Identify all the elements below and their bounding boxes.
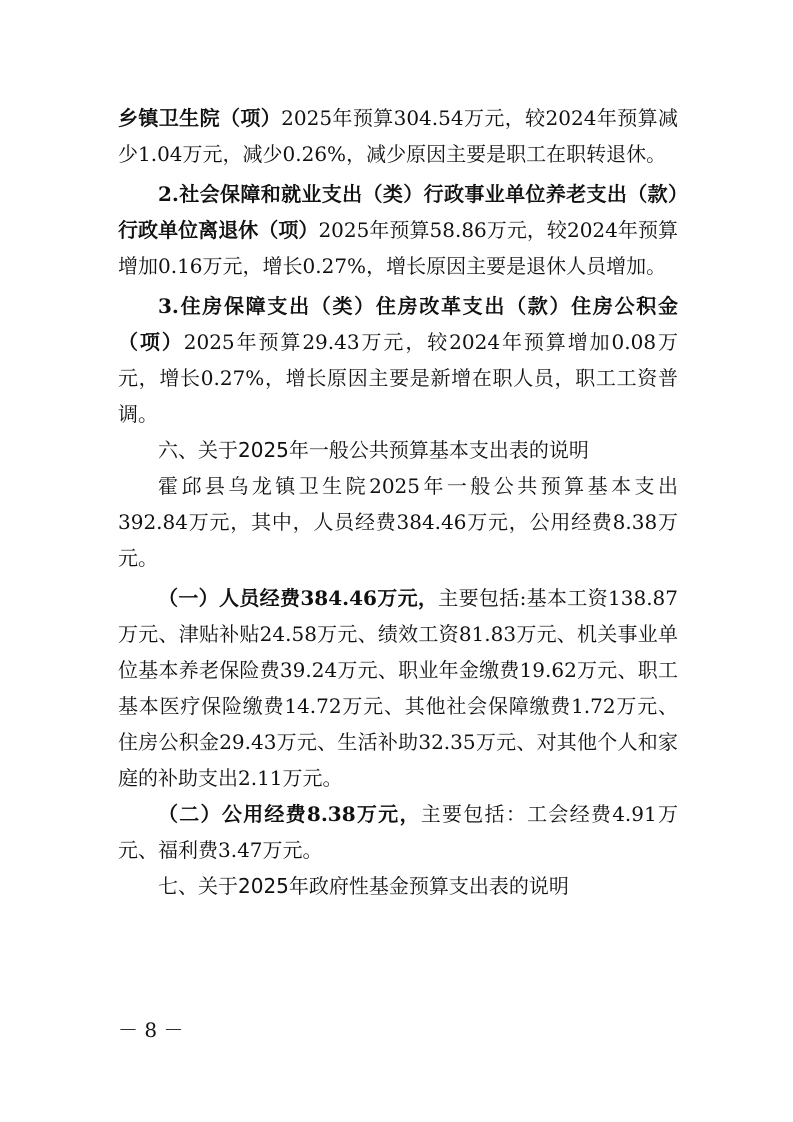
- paragraph-basic-expenditure: 霍邱县乌龙镇卫生院2025年一般公共预算基本支出392.84万元，其中，人员经费384.46万元，公用经费8.38万元。: [118, 474, 678, 570]
- paragraph-body: 2025年预算58.86万元，较2024年预算增加0.16万元，增长0.27%，增长原因主要是退休人员增加。: [118, 218, 679, 278]
- paragraph-body: 2025年预算304.54万元，较2024年预算减少1.04万元，减少0.26%，减少原因主要是职工在职转退休。: [118, 106, 679, 166]
- paragraph-bold-lead: （一）人员经费384.46万元，: [158, 586, 439, 610]
- paragraph-body: 2025年预算29.43万元，较2024年预算增加0.08万元，增长0.27%，增长原因主要是新增在职人员，职工工资普调。: [118, 330, 678, 426]
- paragraph-body: 主要包括：工会经费4.91万元、福利费3.47万元。: [118, 802, 679, 862]
- page-number: － 8 －: [118, 1018, 184, 1042]
- section-heading-seven: 七、关于2025年政府性基金预算支出表的说明: [158, 874, 569, 898]
- paragraph-personnel-funds: [118, 580, 678, 796]
- section-heading-six: 六、关于2025年一般公共预算基本支出表的说明: [158, 438, 589, 462]
- paragraph-bold-lead: （二）公用经费8.38万元，: [158, 802, 421, 826]
- paragraph-housing: [118, 288, 678, 432]
- paragraph-bold-lead: 3.住房保障支出（类）住房改革支出（款）住房公积金（项）: [118, 294, 678, 354]
- paragraph-bold-lead: 乡镇卫生院（项）: [118, 106, 282, 130]
- paragraph-township-hospital: [118, 100, 678, 172]
- paragraph-bold-lead: 2.社会保障和就业支出（类）行政事业单位养老支出（款）行政单位离退休（项）: [118, 182, 678, 242]
- paragraph-public-funds: [118, 796, 678, 868]
- paragraph-social-security: [118, 176, 678, 284]
- paragraph-body: 主要包括:基本工资138.87万元、津贴补贴24.58万元、绩效工资81.83万元、机关事业单位基本养老保险费39.24万元、职业年金缴费19.62万元、职工基本医疗保险缴费14.72万元、其他社会保障缴费1.72万元、住房公积金29.43万元、生活补助32.35万元、对其他个人和家庭的补助支出2.11万元。: [118, 586, 678, 790]
- document-page: [118, 100, 678, 904]
